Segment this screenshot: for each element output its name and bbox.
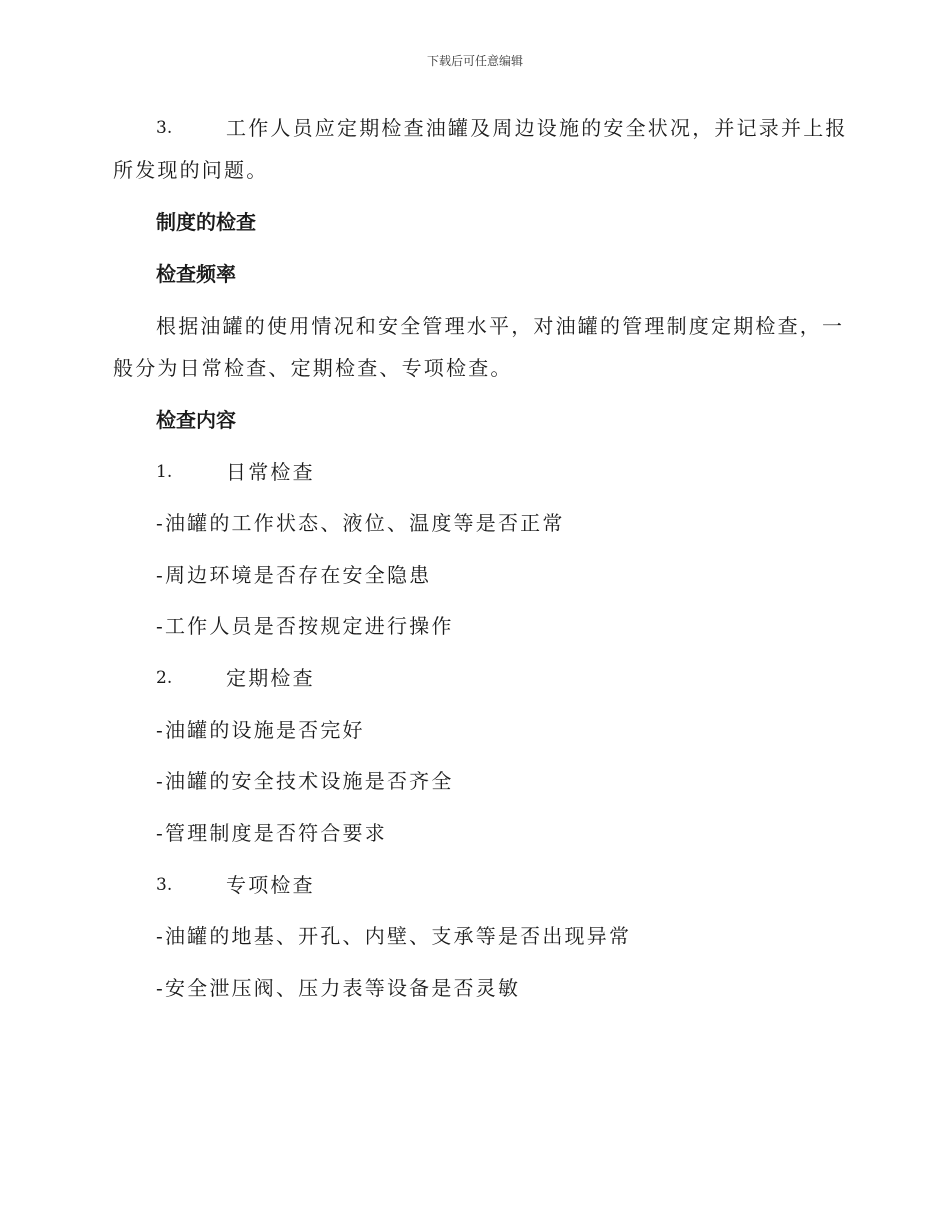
list-item: -安全泄压阀、压力表等设备是否灵敏 <box>156 976 521 1000</box>
list-item: -工作人员是否按规定进行操作 <box>156 614 454 638</box>
section-title: 定期检查 <box>226 666 315 690</box>
frequency-line-2: 般分为日常检查、定期检查、专项检查。 <box>113 356 513 380</box>
heading-content: 检查内容 <box>156 408 236 432</box>
list-item: -管理制度是否符合要求 <box>156 821 387 845</box>
list-item: -油罐的设施是否完好 <box>156 718 365 742</box>
section-number: 1. <box>156 462 173 482</box>
intro-line-2: 所发现的问题。 <box>113 158 269 182</box>
intro-number: 3. <box>156 118 173 138</box>
list-item: -周边环境是否存在安全隐患 <box>156 563 432 587</box>
heading-system-check: 制度的检查 <box>156 210 256 234</box>
list-item: -油罐的地基、开孔、内壁、支承等是否出现异常 <box>156 924 632 948</box>
list-item: -油罐的安全技术设施是否齐全 <box>156 769 454 793</box>
section-number: 3. <box>156 875 173 895</box>
section-number: 2. <box>156 668 173 688</box>
section-title: 日常检查 <box>226 460 315 484</box>
list-item: -油罐的工作状态、液位、温度等是否正常 <box>156 511 565 535</box>
intro-line-1: 工作人员应定期检查油罐及周边设施的安全状况，并记录并上报 <box>226 116 848 140</box>
section-title: 专项检查 <box>226 873 315 897</box>
frequency-line-1: 根据油罐的使用情况和安全管理水平，对油罐的管理制度定期检查，一 <box>156 314 845 338</box>
heading-frequency: 检查频率 <box>156 262 236 286</box>
page-header: 下载后可任意编辑 <box>426 54 523 68</box>
